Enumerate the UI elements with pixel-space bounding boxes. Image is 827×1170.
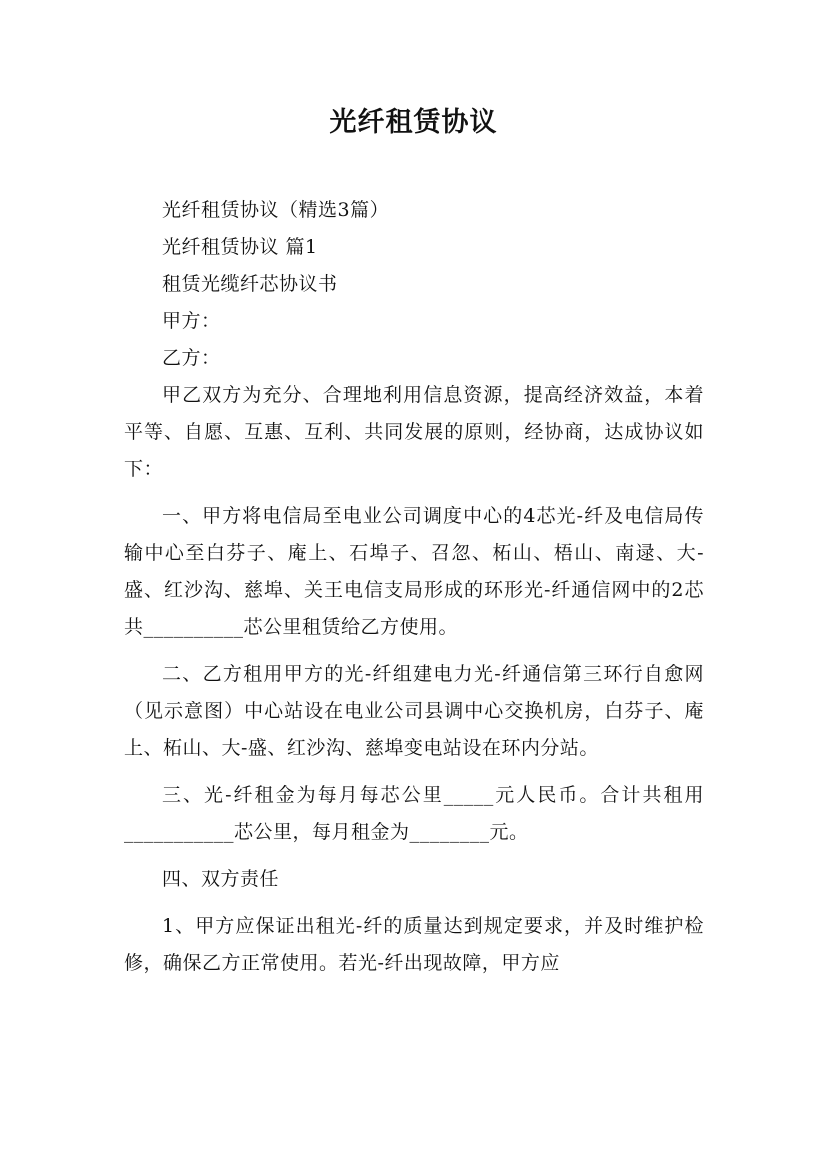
document-body	[124, 192, 704, 982]
subtitle-paragraph: 光纤租赁协议（精选3篇）	[162, 199, 390, 221]
clause-1-paragraph: 一、甲方将电信局至电业公司调度中心的4芯光-纤及电信局传输中心至白芬子、庵上、石埠子、召忽、柘山、梧山、南逯、大-盛、红沙沟、慈埠、关王电信支局形成的环形光-纤通信网中的2芯共__________芯公里租赁给乙方使用。	[124, 505, 704, 638]
clause-4-heading: 四、双方责任	[162, 868, 280, 890]
clause-2-paragraph: 二、乙方租用甲方的光-纤组建电力光-纤通信第三环行自愈网（见示意图）中心站设在电业公司县调中心交换机房，白芬子、庵上、柘山、大-盛、红沙沟、慈埠变电站设在环内分站。	[124, 663, 704, 759]
responsibility-1-paragraph: 1、甲方应保证出租光-纤的质量达到规定要求，并及时维护检修，确保乙方正常使用。若光-纤出现故障，甲方应	[124, 915, 704, 974]
section-heading: 光纤租赁协议 篇1	[162, 236, 318, 258]
agreement-name: 租赁光缆纤芯协议书	[162, 273, 338, 295]
party-b-label: 乙方：	[162, 347, 221, 369]
clause-3-paragraph: 三、光-纤租金为每月每芯公里_____元人民币。合计共租用___________芯公里，每月租金为________元。	[124, 784, 704, 843]
document-title: 光纤租赁协议	[329, 107, 498, 138]
party-a-label: 甲方：	[162, 310, 221, 332]
preamble-paragraph: 甲乙双方为充分、合理地利用信息资源，提高经济效益，本着平等、自愿、互惠、互利、共同发展的原则，经协商，达成协议如下：	[124, 384, 704, 480]
